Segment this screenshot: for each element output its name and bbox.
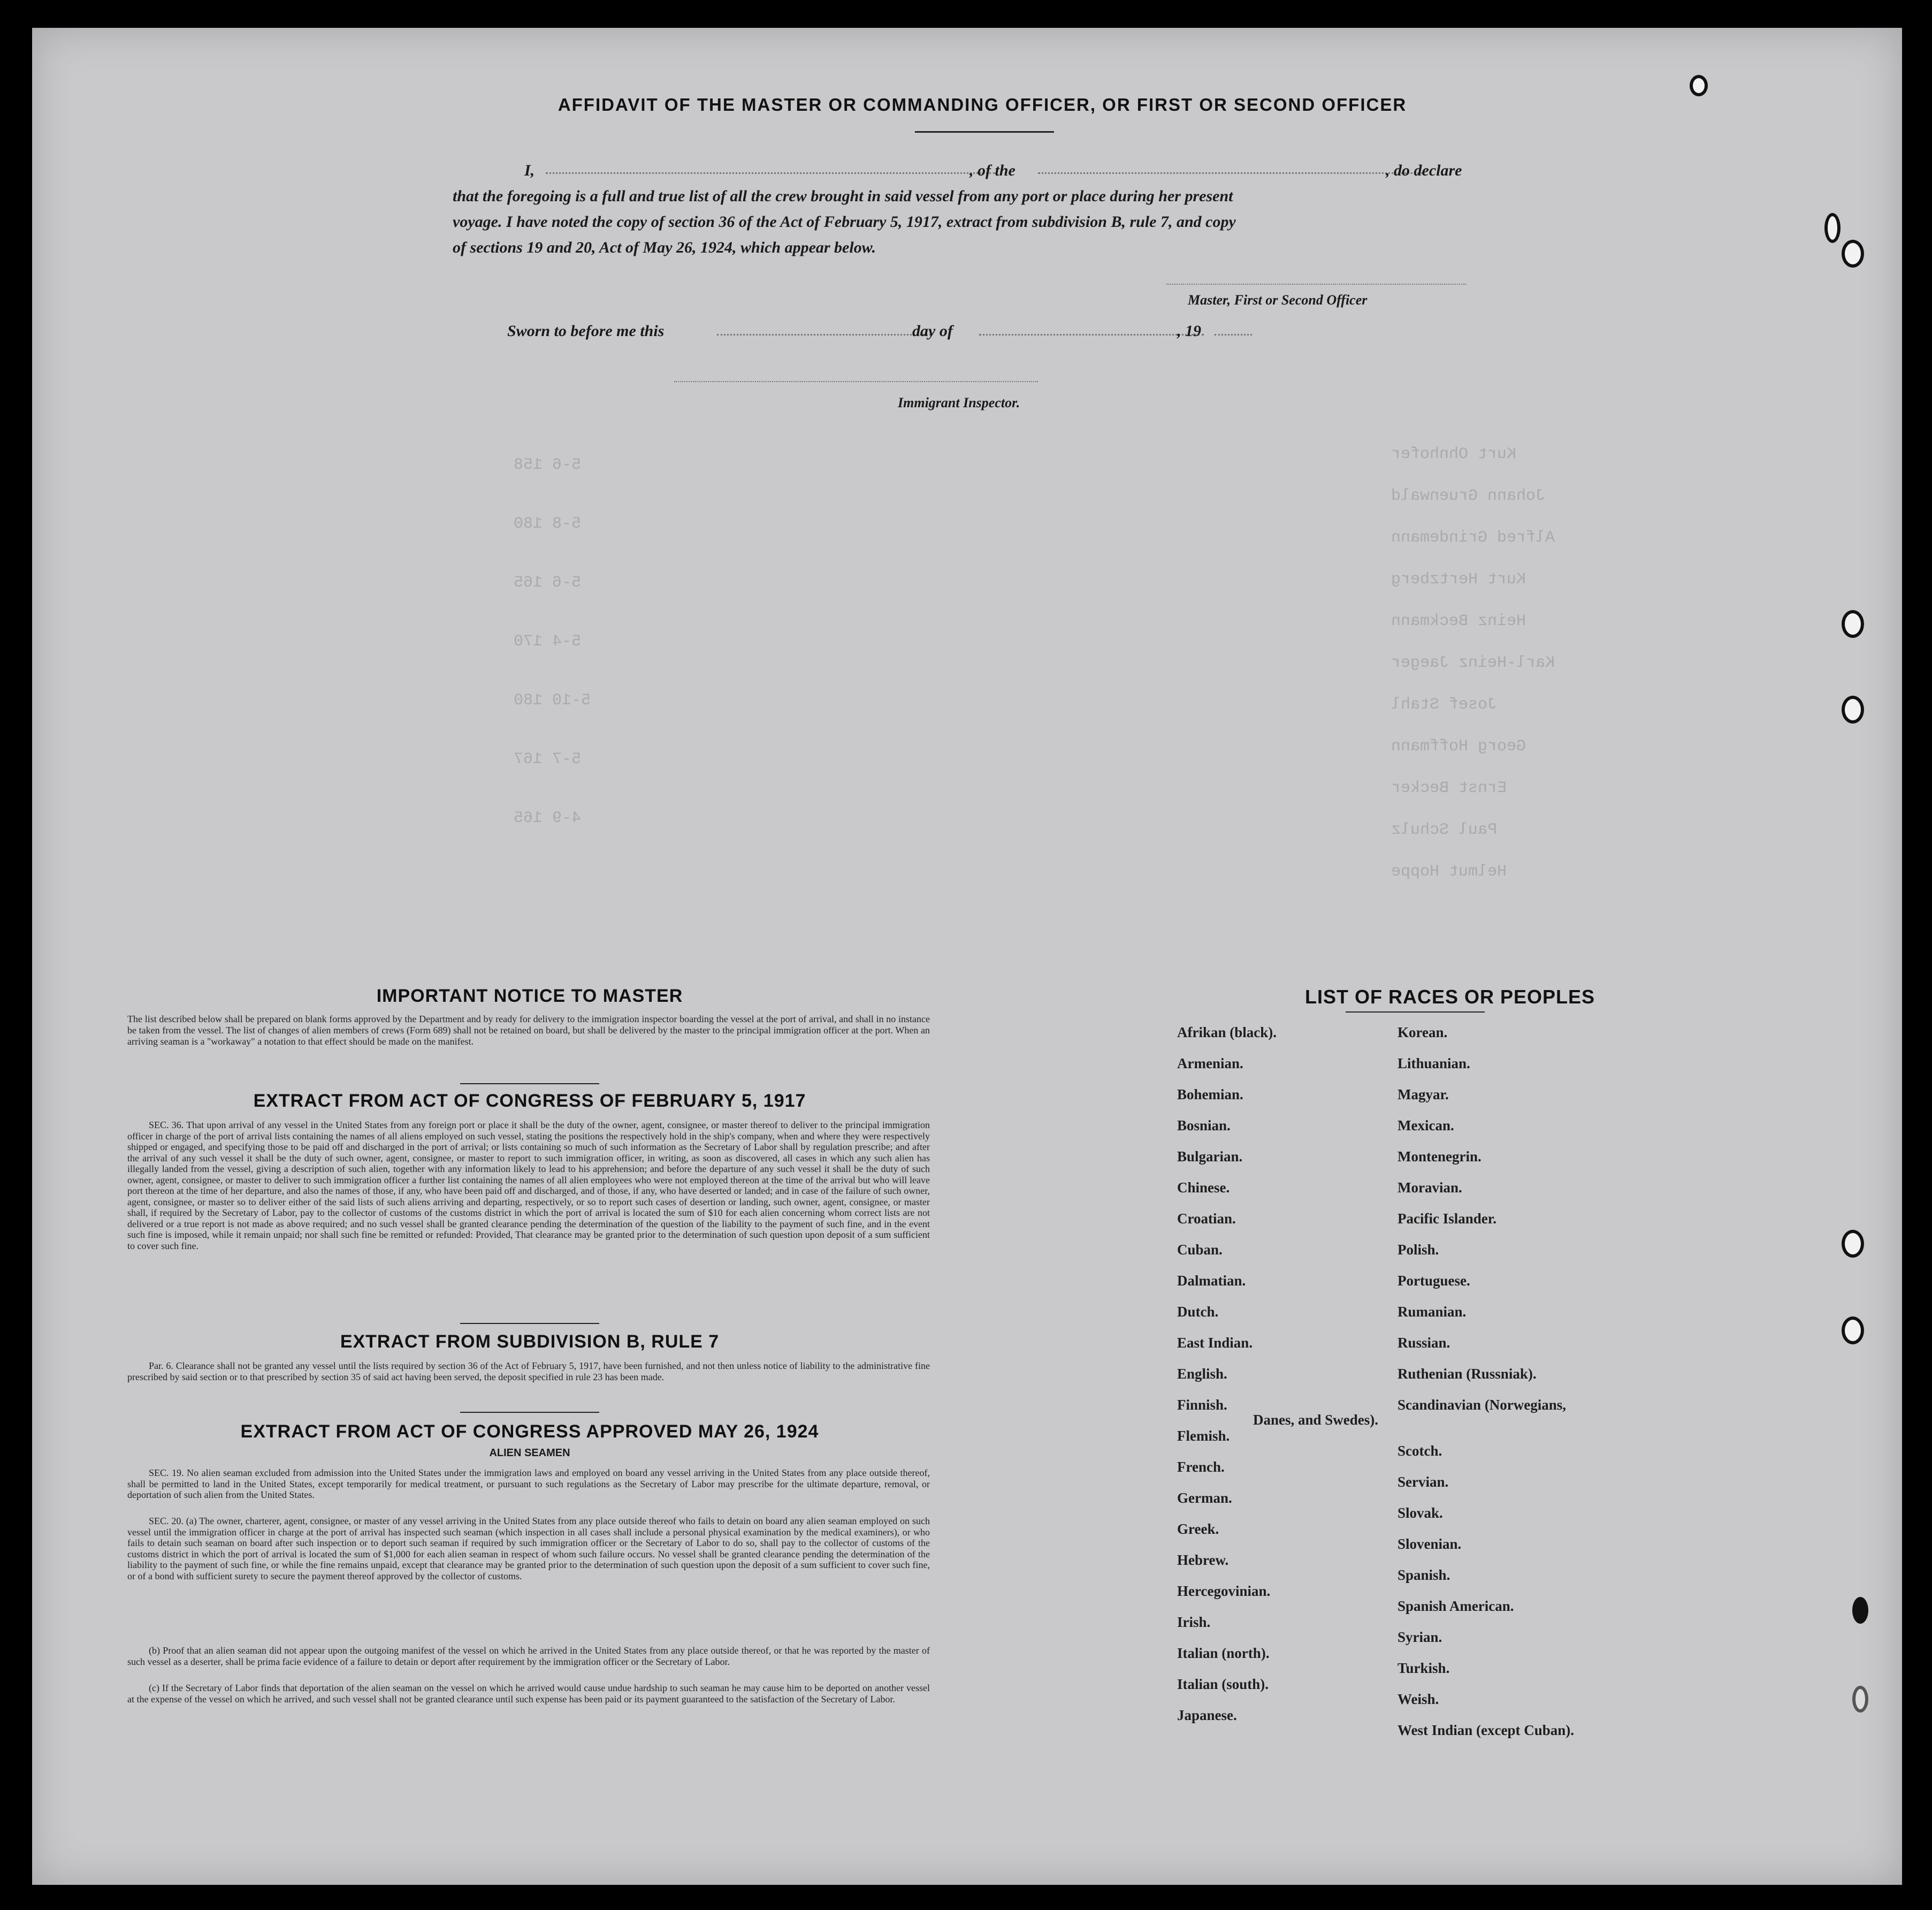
race-entry: Montenegrin. [1398, 1148, 1482, 1165]
name-blank[interactable] [546, 172, 995, 174]
race-entry: Magyar. [1398, 1086, 1449, 1102]
affidavit-line-4: of sections 19 and 20, Act of May 26, 1924, which appear below. [453, 239, 876, 256]
race-entry: Scandinavian (Norwegians, [1398, 1397, 1567, 1413]
binder-hole [1824, 213, 1841, 243]
section-divider [460, 1323, 599, 1324]
race-entry: Hercegovinian. [1177, 1583, 1271, 1599]
binder-hole [1842, 610, 1864, 638]
show-through-row: Heinz Beckmann [1391, 612, 1526, 630]
race-entry: Bulgarian. [1177, 1148, 1243, 1165]
race-entry: Moravian. [1398, 1180, 1462, 1196]
year-blank[interactable] [1215, 334, 1252, 336]
race-entry: Bosnian. [1177, 1117, 1231, 1133]
extract-rule7-body: Par. 6. Clearance shall not be granted any vessel until the lists required by section 36 of the Act of February 5, 1917, have been furnished, and not then unless notice of liability to the administrative fine prescribed by said section or to that prescribed by section 35 of said act having been served, the deposit specified in rule 23 has been made. [127, 1360, 930, 1382]
race-entry: Finnish. [1177, 1397, 1227, 1413]
race-entry: Rumanian. [1398, 1304, 1467, 1320]
signature-line[interactable] [1166, 284, 1466, 285]
title-underline [915, 131, 1054, 133]
race-entry: Irish. [1177, 1614, 1211, 1630]
race-entry: Italian (south). [1177, 1676, 1269, 1692]
race-entry: Dutch. [1177, 1304, 1219, 1320]
extract-1917-title: EXTRACT FROM ACT OF CONGRESS OF FEBRUARY 5, 1917 [253, 1091, 806, 1111]
sworn-month-blank[interactable] [979, 334, 1204, 336]
race-entry: East Indian. [1177, 1335, 1253, 1351]
signature-label: Master, First or Second Officer [1188, 292, 1368, 308]
race-entry: Italian (north). [1177, 1645, 1270, 1661]
binder-hole [1852, 1686, 1868, 1713]
affidavit-line-2: that the foregoing is a full and true list of all the crew brought in said vessel from any port or place during her present [453, 187, 1233, 205]
inspector-signature-line[interactable] [674, 381, 1038, 382]
show-through-row: Josef Stahl [1391, 696, 1498, 714]
race-entry: Ruthenian (Russniak). [1398, 1366, 1537, 1382]
race-entry: Bohemian. [1177, 1086, 1243, 1102]
race-entry: Pacific Islander. [1398, 1211, 1496, 1227]
notice-title: IMPORTANT NOTICE TO MASTER [376, 986, 683, 1006]
show-through-code: 5-8 180 [514, 515, 582, 533]
race-entry: Greek. [1177, 1521, 1219, 1537]
day-of-label: day of [912, 322, 953, 340]
race-entry: Lithuanian. [1398, 1055, 1470, 1071]
sworn-day-blank[interactable] [717, 334, 931, 336]
vessel-blank[interactable] [1038, 172, 1423, 174]
race-entry: Slovenian. [1398, 1536, 1462, 1552]
show-through-code: 5-6 158 [514, 456, 582, 474]
race-entry: Cuban. [1177, 1242, 1223, 1258]
sec-20b-body: (b) Proof that an alien seaman did not appear upon the outgoing manifest of the vessel on which he arrived in the United States from any place outside thereof, or that he was reported by the master of such vessel as a deserter, shall be prima facie evidence of a failure to detain or deport after requirement by the immigration officer or the Secretary of Labor. [127, 1645, 930, 1667]
race-entry: Slovak. [1398, 1505, 1443, 1521]
race-entry: Syrian. [1398, 1629, 1442, 1645]
show-through-row: Ernst Becker [1391, 779, 1507, 797]
races-underline [1346, 1011, 1485, 1013]
races-title: LIST OF RACES OR PEOPLES [1304, 986, 1595, 1008]
race-entry: English. [1177, 1366, 1227, 1382]
race-entry: French. [1177, 1459, 1225, 1475]
extract-1924-title: EXTRACT FROM ACT OF CONGRESS APPROVED MAY 26, 1924 [240, 1421, 819, 1442]
show-through-code: 5-10 180 [514, 691, 591, 710]
sec-20a-body: SEC. 20. (a) The owner, charterer, agent, consignee, or master of any vessel arriving in the United States from any place outside thereof who fails to detain on board any alien seaman employed on such vessel until the immigration officer in charge at the port of arrival has inspected such seaman (which inspection in all cases shall include a personal physical examination by the medical examiners), or who fails to detain such seaman on board after such inspection or to deport such seaman if required by such immigration officer or the Secretary of Labor to do so, shall pay to the collector of customs of the customs district in which the port of arrival is located the sum of $1,000 for each alien seaman in respect of whom such failure occurs. No vessel shall be granted clearance pending the determination of the liability to the payment of such fine, or while the fine remains unpaid, except that clearance may be granted prior to the determination of such question upon the deposit of a sum sufficient to cover such fine, or of a bond with sufficient surety to secure the payment thereof approved by the collector of customs. [127, 1516, 930, 1581]
race-entry: Weish. [1398, 1691, 1439, 1707]
extract-1924-subtitle: ALIEN SEAMEN [489, 1447, 570, 1459]
race-entry: Japanese. [1177, 1707, 1237, 1723]
race-entry: West Indian (except Cuban). [1398, 1722, 1575, 1738]
race-entry: Armenian. [1177, 1055, 1243, 1071]
race-entry: Dalmatian. [1177, 1273, 1246, 1289]
race-entry: Portuguese. [1398, 1273, 1470, 1289]
race-entry: Scotch. [1398, 1443, 1442, 1459]
show-through-code: 5-4 170 [514, 633, 582, 651]
show-through-row: Johann Gruenwald [1391, 487, 1546, 505]
inspector-label: Immigrant Inspector. [898, 395, 1020, 410]
race-entry: Spanish American. [1398, 1598, 1514, 1614]
show-through-row: Georg Hoffmann [1391, 737, 1526, 756]
show-through-row: Helmut Hoppe [1391, 863, 1507, 881]
show-through-row: Paul Schulz [1391, 821, 1498, 839]
show-through-code: 4-9 165 [514, 809, 582, 827]
race-entry: Turkish. [1398, 1660, 1450, 1676]
show-through-row: Alfred Grindemann [1391, 529, 1555, 547]
show-through-row: Kurt Hertzberg [1391, 570, 1526, 589]
race-entry: Flemish. [1177, 1428, 1230, 1444]
binder-hole [1842, 696, 1864, 724]
race-entry: Polish. [1398, 1242, 1439, 1258]
race-entry: Danes, and Swedes). [1253, 1412, 1379, 1428]
extract-rule7-title: EXTRACT FROM SUBDIVISION B, RULE 7 [340, 1331, 720, 1352]
affidavit-line-3: voyage. I have noted the copy of section 36 of the Act of February 5, 1917, extract from subdivision B, rule 7, and copy [453, 213, 1236, 231]
extract-1917-body: SEC. 36. That upon arrival of any vessel in the United States from any foreign port or place it shall be the duty of the owner, agent, consignee, or master thereof to deliver to the principal immigration officer in charge of the port of arrival lists containing the names of all aliens employed on such vessel, stating the positions the respectively hold in the ship's company, when and where they were respectively shipped or engaged, and specifying those to be paid off and discharged in the port of arrival; or lists containing so much of such information as the Secretary of Labor shall by regulation prescribe; and after the arrival of any such vessel it shall be the duty of such owner, agent, consignee, or master to report to such immigration officer, in writing, as soon as discovered, all cases in which any such alien has illegally landed from the vessel, giving a description of such alien, together with any information likely to lead to his apprehension; and before the departure of any such vessel it shall be the duty of such owner, agent, consignee, or master to deliver to such immigration officer a further list containing the names of all alien employees who were not employed thereon at the time of the arrival but who will leave port thereon at the time of her departure, and also the names of those, if any, who have been paid off and discharged, and of those, if any, who have deserted or landed; and in case of the failure of such owner, agent, consignee, or master so to deliver either of the said lists of such aliens arriving and departing, respectively, or so to report such cases of desertion or landing, such owner, agent, consignee, or master shall, if required by the Secretary of Labor, pay to the collector of customs of the customs district in which the port of arrival is located the sum of $10 for each alien concerning whom correct lists are not delivered or a true report is not made as above required; and no such vessel shall be granted clearance pending the determination of the question of the liability to the payment of such fine, and in the event such fine is imposed, while it remain unpaid; nor shall such fine be remitted or refunded: Provided, That clearance may be granted prior to the determination of such question upon deposit of a sum sufficient to cover such fine. [127, 1120, 930, 1251]
section-divider [460, 1083, 599, 1084]
affidavit-do-declare: , do declare [1386, 162, 1462, 179]
affidavit-of-the: , of the [969, 162, 1015, 179]
affidavit-i-label: I, [524, 162, 535, 179]
race-entry: Spanish. [1398, 1567, 1450, 1583]
binder-hole [1690, 75, 1708, 96]
race-entry: Croatian. [1177, 1211, 1236, 1227]
race-entry: Mexican. [1398, 1117, 1454, 1133]
race-entry: Servian. [1398, 1474, 1449, 1490]
show-through-row: Karl-Heinz Jaeger [1391, 654, 1555, 672]
binder-hole [1842, 1317, 1864, 1344]
show-through-code: 5-7 167 [514, 750, 582, 768]
affidavit-title: AFFIDAVIT OF THE MASTER OR COMMANDING OFFICER, OR FIRST OR SECOND OFFICER [558, 95, 1407, 115]
sec-19-body: SEC. 19. No alien seaman excluded from admission into the United States under the immigration laws and employed on board any vessel arriving in the United States from any place outside thereof, shall be permitted to land in the United States, except temporarily for medical treatment, or pursuant to such regulations as the Secretary of Labor may prescribe for the ultimate departure, removal, or deportation of such alien from the United States. [127, 1467, 930, 1500]
notice-body: The list described below shall be prepared on blank forms approved by the Department and by ready for delivery to the immigration inspector boarding the vessel at the port of arrival, and shall in no instance be taken from the vessel. The list of changes of alien members of crews (Form 689) shall not be retained on board, but shall be delivered by the master to the principal immigration officer at the port. When an arriving seaman is a "workaway" a notation to that effect should be made on the manifest. [127, 1014, 930, 1047]
year-label: , 19 [1177, 322, 1201, 340]
binder-hole [1842, 1230, 1864, 1258]
race-entry: Chinese. [1177, 1180, 1230, 1196]
race-entry: Russian. [1398, 1335, 1450, 1351]
show-through-row: Kurt Ohnhofer [1391, 445, 1517, 463]
race-entry: Hebrew. [1177, 1552, 1229, 1568]
show-through-code: 5-6 165 [514, 574, 582, 592]
section-divider [460, 1412, 599, 1413]
race-entry: Korean. [1398, 1024, 1448, 1040]
race-entry: German. [1177, 1490, 1232, 1506]
binder-hole [1842, 240, 1864, 268]
sec-20c-body: (c) If the Secretary of Labor finds that deportation of the alien seaman on the vessel on which he arrived would cause undue hardship to such seaman he may cause him to be deported on another vessel at the expense of the vessel on which he arrived, and such vessel shall not be granted clearance until such expense has been paid or its payment guaranteed to the satisfaction of the Secretary of Labor. [127, 1683, 930, 1704]
binder-hole [1852, 1597, 1868, 1624]
document-page [32, 28, 1902, 1885]
race-entry: Afrikan (black). [1177, 1024, 1277, 1040]
sworn-label: Sworn to before me this [507, 322, 665, 340]
